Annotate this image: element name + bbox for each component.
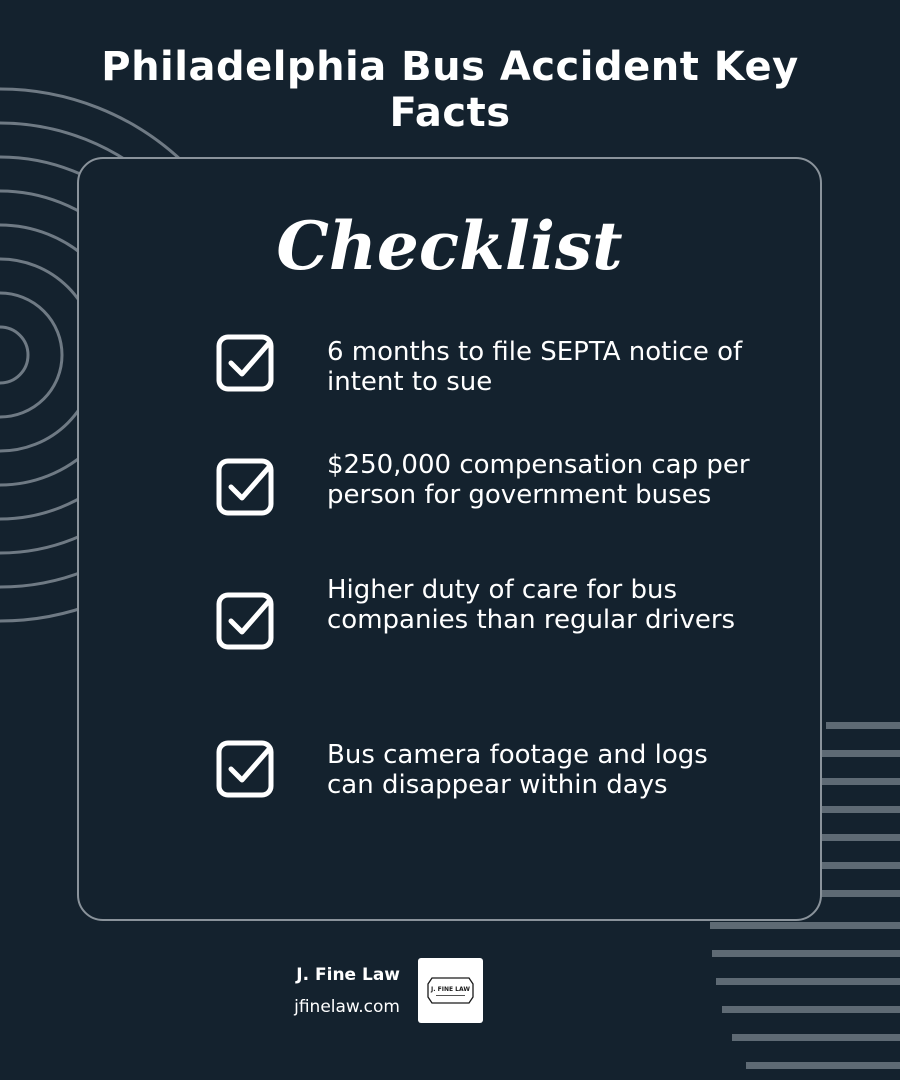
check-square-icon xyxy=(215,333,275,393)
firm-logo xyxy=(418,958,483,1023)
firm-website-link[interactable]: jfinelaw.com xyxy=(294,997,400,1017)
checklist-card xyxy=(77,157,822,921)
checklist-item-text: Bus camera footage and logs can disappear within days xyxy=(327,740,708,800)
checklist-item xyxy=(215,331,775,451)
check-square-icon xyxy=(215,739,275,799)
checklist-item xyxy=(215,450,775,577)
checklist-heading: Checklist xyxy=(276,207,623,285)
checklist-item-text: Higher duty of care for bus companies than regular drivers xyxy=(327,575,736,635)
checklist-item-text: $250,000 compensation cap per person for government buses xyxy=(327,450,750,510)
logo-text: J. FINE LAW xyxy=(431,986,470,993)
page-title: Philadelphia Bus Accident Key Facts xyxy=(101,44,799,136)
check-square-icon xyxy=(215,457,275,517)
firm-name: J. Fine Law xyxy=(296,965,400,985)
checklist-item xyxy=(215,739,775,859)
checklist-item xyxy=(215,575,775,711)
checklist-item-text: 6 months to file SEPTA notice of intent to sue xyxy=(327,337,743,397)
check-square-icon xyxy=(215,591,275,651)
logo-badge-icon xyxy=(426,976,475,1005)
